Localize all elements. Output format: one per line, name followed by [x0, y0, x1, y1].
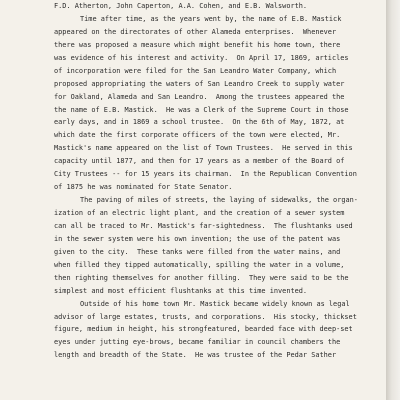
text-line: then righting themselves for another filling. They were said to be the — [54, 273, 349, 282]
text-line: proposed appropriating the waters of San Leandro Creek to supply water — [54, 79, 345, 88]
text-line: which date the first corporate officers of the town were elected, Mr. — [54, 131, 341, 140]
text-line: City Trustees -- for 15 years its chairman. In the Republican Convention — [54, 170, 357, 179]
text-line: for Oakland, Alameda and San Leandro. Among the trustees appeared the — [54, 92, 345, 101]
text-line: given to the city. These tanks were filled from the water mains, and — [54, 247, 341, 256]
text-line: length and breadth of the State. He was trustee of the Pedar Sather — [54, 351, 337, 360]
text-line: the name of E.B. Mastick. He was a Clerk of the Supreme Court in those — [54, 105, 349, 114]
text-line: in the sewer system were his own invention; the use of the patent was — [54, 234, 341, 243]
text-line: Mastick's name appeared on the list of Town Trustees. He served in this — [54, 144, 353, 153]
text-line: early days, and in 1869 a school trustee. On the 6th of May, 1872, at — [54, 118, 345, 127]
text-line: Outside of his home town Mr. Mastick became widely known as legal — [80, 299, 350, 308]
text-line: was evidence of his interest and activity. On April 17, 1869, articles — [54, 53, 349, 62]
text-line: F.D. Atherton, John Caperton, A.A. Cohen, and E.B. Walsworth. — [54, 2, 308, 10]
text-line: advisor of large estates, trusts, and corporations. His stocky, thickset — [54, 312, 357, 321]
text-line: figure, medium in height, his strongfeatured, bearded face with deep-set — [54, 325, 353, 334]
text-line: eyes under jutting eye-brows, became familiar in council chambers the — [54, 338, 341, 347]
text-line: Time after time, as the years went by, the name of E.B. Mastick — [80, 14, 342, 23]
text-line: capacity until 1877, and then for 17 years as a member of the Board of — [54, 157, 345, 166]
text-line: of incorporation were filed for the San Leandro Water Company, which — [54, 66, 337, 75]
text-line: can all be traced to Mr. Mastick's far-sightedness. The flushtanks used — [54, 221, 353, 230]
page-edge — [386, 0, 400, 400]
text-line: simplest and most efficient flushtanks at this time invented. — [54, 286, 308, 295]
text-line: appeared on the directorates of other Alameda enterprises. Whenever — [54, 27, 337, 36]
text-line: there was proposed a measure which might benefit his home town, there — [54, 40, 341, 49]
text-line: when filled they tipped automatically, spilling the water in a volume, — [54, 260, 345, 269]
text-line: The paving of miles of streets, the laying of sidewalks, the organ- — [80, 196, 358, 205]
text-line: ization of an electric light plant, and the creation of a sewer system — [54, 209, 345, 217]
document-body — [54, 0, 376, 362]
text-line: of 1875 he was nominated for State Senator. — [54, 183, 233, 192]
